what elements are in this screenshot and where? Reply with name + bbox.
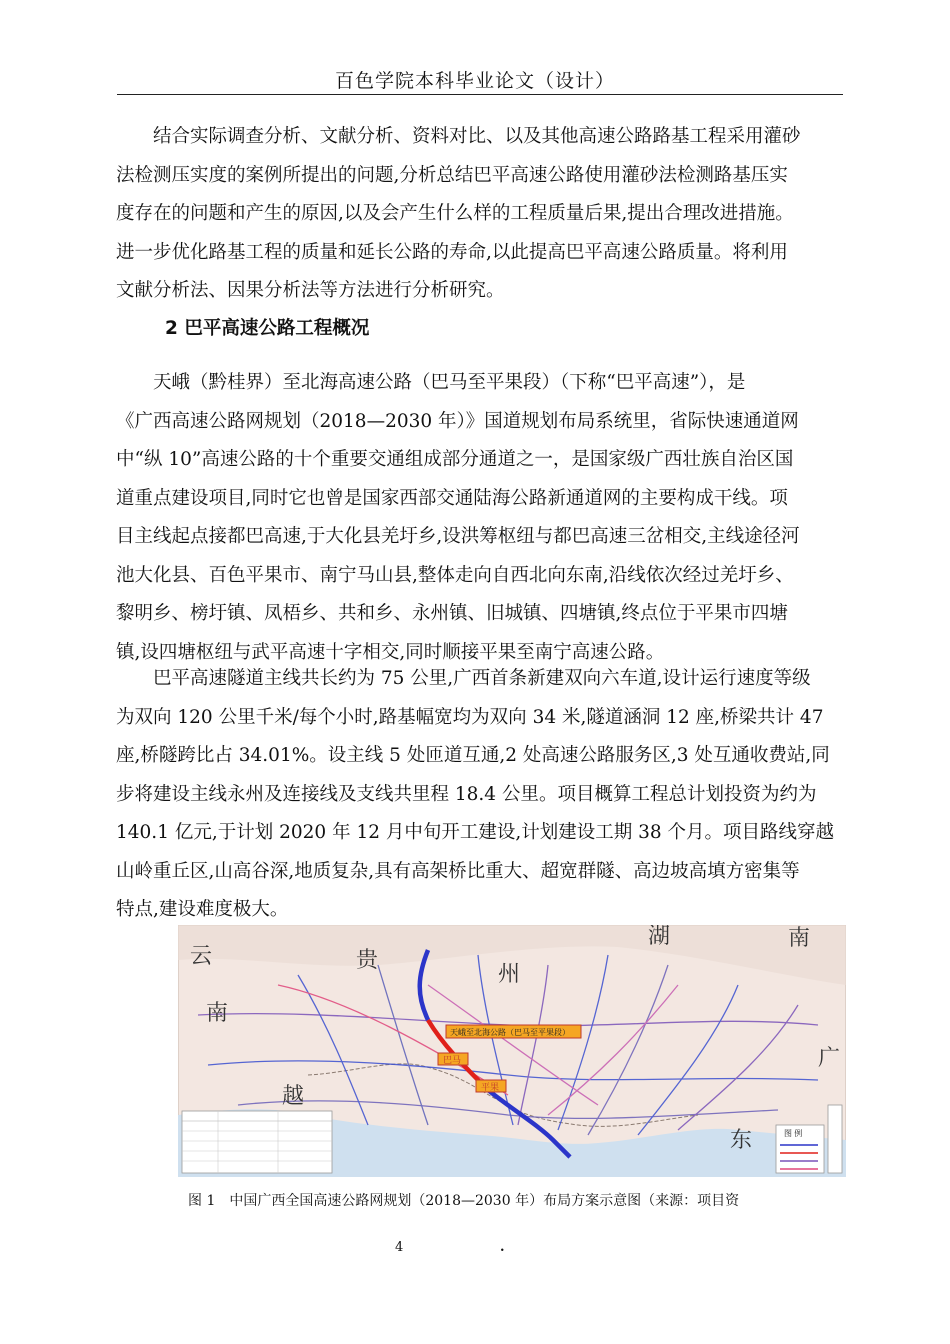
map-data-table (182, 1111, 332, 1173)
province-label: 南 (788, 925, 811, 950)
text-line: 中“纵 10”高速公路的十个重要交通组成部分通道之一，是国家级广西壮族自治区国 (116, 449, 794, 470)
text-line: 黎明乡、榜圩镇、凤梧乡、共和乡、永州镇、旧城镇、四塘镇,终点位于平果市四塘 (116, 603, 788, 624)
text-line: 目主线起点接都巴高速,于大化县羌圩乡,设洪筹枢纽与都巴高速三岔相交,主线途径河 (116, 526, 800, 547)
section-heading: 2 巴平高速公路工程概况 (165, 318, 370, 339)
province-label: 南 (206, 1000, 229, 1025)
paragraph-research-methods (116, 118, 848, 311)
text-line: 巴平高速隧道主线共长约为 75 公里,广西首条新建双向六车道,设计运行速度等级 (116, 668, 811, 689)
page-number: 4 (395, 1240, 404, 1255)
text-line: 为双向 120 公里千米/每个小时,路基幅宽均为双向 34 米,隧道涵洞 12 座,桥梁共计 47 (116, 706, 824, 728)
paragraph-project-specs (116, 660, 848, 930)
text-line: 结合实际调查分析、文献分析、资料对比、以及其他高速公路路基工程采用灌砂 (116, 126, 801, 147)
province-label: 广 (818, 1045, 841, 1070)
province-label: 贵 (356, 947, 379, 972)
figure-caption: 图 1 中国广西全国高速公路网规划（2018—2030 年）布局方案示意图（来源：项目资 (188, 1193, 740, 1209)
text-line: 天峨（黔桂界）至北海高速公路（巴马至平果段）（下称“巴平高速”），是 (116, 372, 746, 393)
footer-dot: . (500, 1240, 505, 1255)
province-label: 东 (730, 1127, 753, 1152)
text-line: 池大化县、百色平果市、南宁马山县,整体走向自西北向东南,沿线依次经过羌圩乡、 (116, 564, 794, 586)
paragraph-project-route (116, 364, 848, 672)
header-rule (117, 94, 843, 95)
text-line: 进一步优化路基工程的质量和延长公路的寿命,以此提高巴平高速公路质量。将利用 (116, 241, 788, 263)
text-line: 座,桥隧跨比占 34.01%。设主线 5 处匝道互通,2 处高速公路服务区,3 处互通收费站,同 (116, 745, 830, 766)
text-line: 道重点建设项目,同时它也曾是国家西部交通陆海公路新通道网的主要构成干线。项 (116, 487, 788, 509)
map-legend-title: 图 例 (784, 1129, 803, 1138)
province-label: 越 (282, 1083, 305, 1108)
text-line: 山岭重丘区,山高谷深,地质复杂,具有高架桥比重大、超宽群隧、高边坡高填方密集等 (116, 860, 800, 882)
text-line: 特点,建设难度极大。 (116, 899, 289, 920)
route-label-pingguo: 平果 (481, 1082, 500, 1092)
text-line: 度存在的问题和产生的原因,以及会产生什么样的工程质量后果,提出合理改进措施。 (116, 203, 794, 224)
map-side-note (828, 1105, 842, 1173)
map-legend (776, 1125, 824, 1173)
route-label-bama: 巴马 (443, 1055, 462, 1065)
province-label: 云 (190, 943, 213, 968)
highway-network-map (178, 925, 846, 1177)
province-label: 湖 (648, 925, 671, 948)
text-line: 文献分析法、因果分析法等方法进行分析研究。 (116, 280, 505, 301)
text-line: 《广西高速公路网规划（2018—2030 年）》国道规划布局系统里，省际快速通道网 (116, 410, 799, 432)
text-line: 镇,设四塘枢纽与武平高速十字相交,同时顺接平果至南宁高速公路。 (116, 641, 665, 663)
text-line: 140.1 亿元,于计划 2020 年 12 月中旬开工建设,计划建设工期 38 个月。项目路线穿越 (116, 822, 835, 843)
route-banner-text: 天峨至北海公路（巴马至平果段） (450, 1028, 570, 1037)
text-line: 步将建设主线永州及连接线及支线共里程 18.4 公里。项目概算工程总计划投资为约为 (116, 783, 817, 805)
header-title: 百色学院本科毕业论文（设计） (334, 70, 615, 92)
text-line: 法检测压实度的案例所提出的问题,分析总结巴平高速公路使用灌砂法检测路基压实 (116, 164, 788, 186)
province-label: 州 (498, 961, 521, 986)
